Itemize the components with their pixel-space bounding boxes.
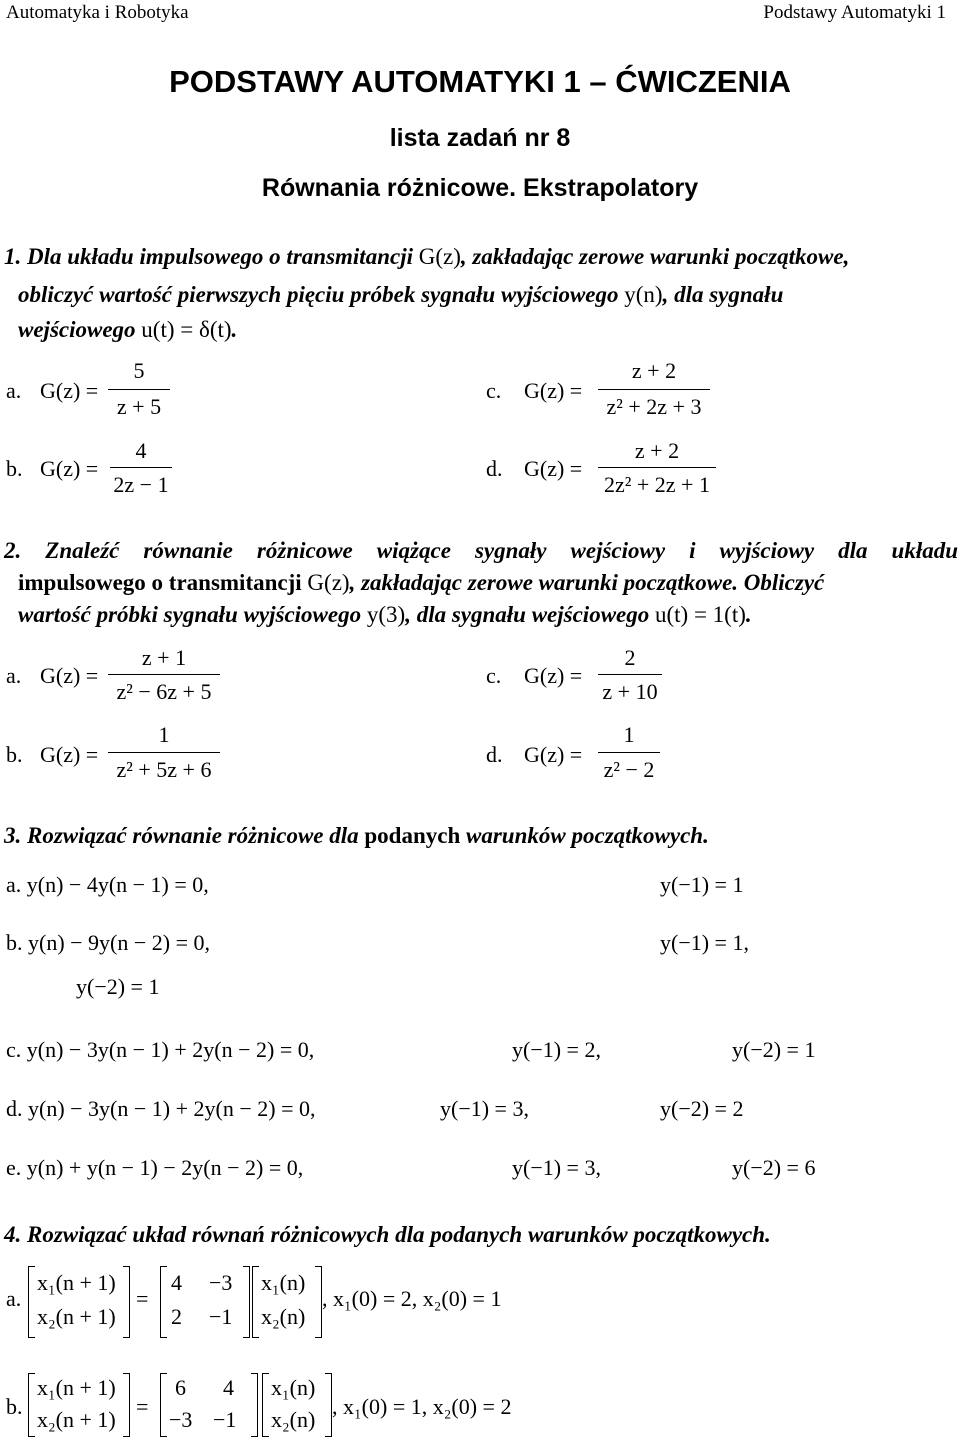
list-subtitle: lista zadań nr 8 (389, 124, 571, 152)
task3-b-equation: b. y(n) − 9y(n − 2) = 0, (6, 930, 211, 955)
task4-a-lhs-vector: x₁(n + 1) x₂(n + 1) (28, 1266, 130, 1338)
page-title: PODSTAWY AUTOMATYKI 1 – ĆWICZENIA (169, 64, 791, 99)
task4-heading: 4. Rozwiązać układ równań różnicowych dla podanych warunków początkowych. (4, 1222, 771, 1247)
task3-b-condition1: y(−1) = 1, (660, 930, 749, 955)
task1-c-label: c. (486, 378, 502, 403)
task3-d-equation: d. y(n) − 3y(n − 1) + 2y(n − 2) = 0, (6, 1096, 316, 1121)
task2-line2: impulsowego o transmitancji G(z), zakładając zerowe warunki początkowe. Obliczyć (18, 570, 825, 595)
task3-e-condition2: y(−2) = 6 (732, 1155, 816, 1180)
task1-line1: 1. Dla układu impulsowego o transmitancji G(z), zakładając zerowe warunki początkowe, (4, 244, 850, 269)
task3-e-condition1: y(−1) = 3, (512, 1155, 601, 1180)
task4-b-state-vector: x₁(n) x₂(n) (262, 1373, 332, 1437)
task3-d-condition1: y(−1) = 3, (440, 1096, 529, 1121)
task2-d-label: d. (486, 742, 503, 767)
task3-c-condition2: y(−2) = 1 (732, 1037, 816, 1062)
task3-a-condition1: y(−1) = 1 (660, 872, 744, 897)
task4-b-matrix: 6 4 −3 −1 (160, 1373, 258, 1437)
task1-line3: wejściowego u(t) = δ(t). (18, 317, 238, 342)
task2-b-lhs: G(z) = (40, 742, 99, 767)
task2-d-fraction: 1 z² − 2 (598, 722, 660, 786)
task3-c-equation: c. y(n) − 3y(n − 1) + 2y(n − 2) = 0, (6, 1037, 315, 1062)
task2-a-label: a. (6, 663, 22, 688)
task2-line3: wartość próbki sygnału wyjściowego y(3), dla sygnału wejściowego u(t) = 1(t). (18, 602, 752, 627)
topic-subtitle: Równania różnicowe. Ekstrapolatory (261, 174, 699, 202)
task3-b-condition2: y(−2) = 1 (76, 974, 160, 999)
task1-b-label: b. (6, 456, 23, 481)
header-left: Automatyka i Robotyka (6, 2, 189, 23)
task4-a-conditions: , x₁(0) = 2, x₂(0) = 1 (322, 1286, 502, 1311)
task4-a-matrix: 4 −3 2 −1 (160, 1266, 250, 1338)
task2-c-fraction: 2 z + 10 (598, 645, 662, 709)
task4-a-state-vector: x₁(n) x₂(n) (252, 1266, 322, 1338)
task1-b-fraction: 4 2z − 1 (110, 438, 172, 502)
header-right: Podstawy Automatyki 1 (763, 2, 946, 23)
task1-c-lhs: G(z) = (524, 378, 583, 403)
task1-a-fraction: 5 z + 5 (108, 358, 170, 422)
task2-c-label: c. (486, 663, 502, 688)
task1-d-lhs: G(z) = (524, 456, 583, 481)
task2-c-lhs: G(z) = (524, 663, 583, 688)
task4-b-conditions: , x₁(0) = 1, x₂(0) = 2 (332, 1394, 512, 1419)
task2-b-fraction: 1 z² + 5z + 6 (108, 722, 220, 786)
task1-a-lhs: G(z) = (40, 378, 99, 403)
task3-c-condition1: y(−1) = 2, (512, 1037, 601, 1062)
task2-a-lhs: G(z) = (40, 663, 99, 688)
task2-a-fraction: z + 1 z² − 6z + 5 (108, 645, 220, 709)
task1-line2: obliczyć wartość pierwszych pięciu próbek sygnału wyjściowego y(n), dla sygnału (18, 282, 784, 307)
task1-d-fraction: z + 2 2z² + 2z + 1 (598, 438, 716, 502)
task4-b-equals: = (136, 1394, 149, 1419)
task2-b-label: b. (6, 742, 23, 767)
task1-d-label: d. (486, 456, 503, 481)
task2-line1: 2. Znaleźć równanie różnicowe wiążące sygnały wejściowy i wyjściowy dla układu (4, 538, 958, 563)
task3-e-equation: e. y(n) + y(n − 1) − 2y(n − 2) = 0, (6, 1155, 304, 1180)
task4-a-equals: = (136, 1286, 149, 1311)
task1-a-label: a. (6, 378, 22, 403)
task4-b-lhs-vector: x₁(n + 1) x₂(n + 1) (28, 1373, 130, 1437)
task2-d-lhs: G(z) = (524, 742, 583, 767)
task1-c-fraction: z + 2 z² + 2z + 3 (598, 358, 710, 422)
task4-a-label: a. (6, 1286, 22, 1311)
task3-heading: 3. Rozwiązać równanie różnicowe dla podanych warunków początkowych. (4, 823, 709, 848)
task3-a-equation: a. y(n) − 4y(n − 1) = 0, (6, 872, 209, 897)
task4-b-label: b. (6, 1394, 23, 1419)
task3-d-condition2: y(−2) = 2 (660, 1096, 744, 1121)
task1-b-lhs: G(z) = (40, 456, 99, 481)
